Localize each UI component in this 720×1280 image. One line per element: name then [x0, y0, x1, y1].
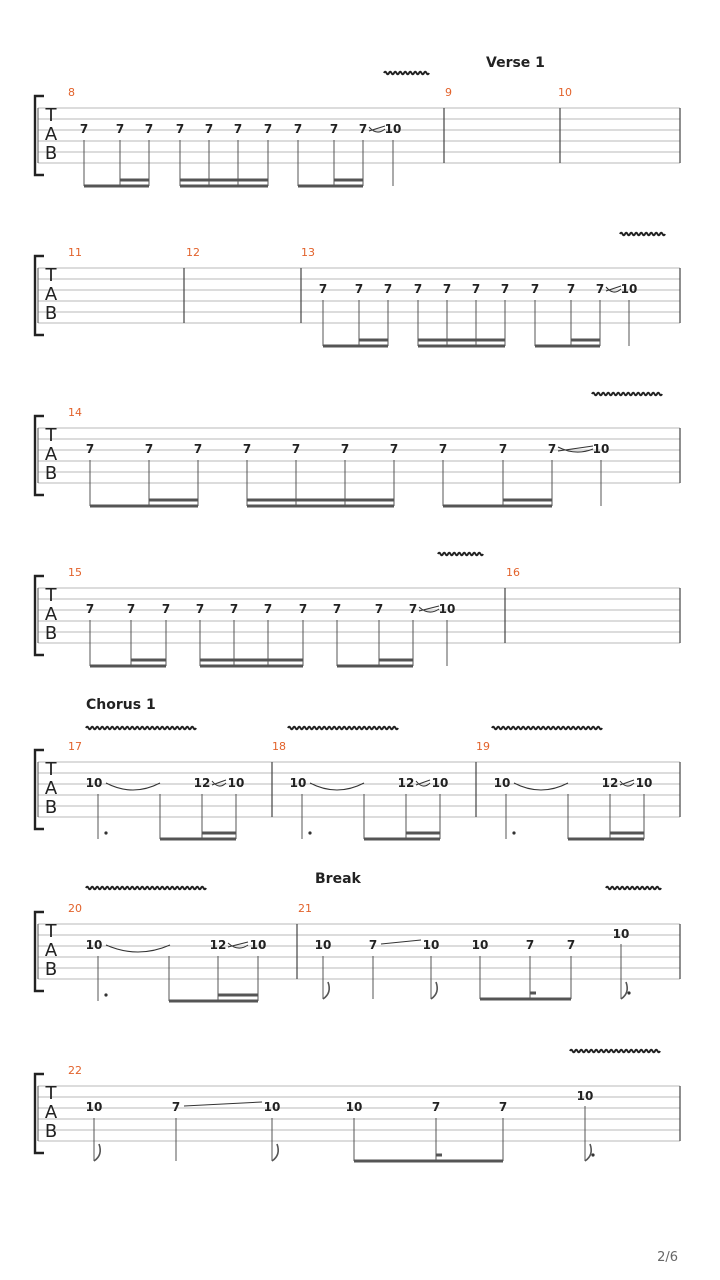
fret-number: 7 [525, 938, 535, 952]
fret-number: 7 [471, 282, 481, 296]
fret-number: 10 [576, 1089, 594, 1103]
tab-clef-letter: T [45, 425, 57, 446]
fret-number: 10 [227, 776, 245, 790]
fret-number: 7 [126, 602, 136, 616]
tab-clef-letter: A [44, 444, 58, 465]
tab-clef-letter: T [45, 585, 57, 606]
fret-number: 7 [298, 602, 308, 616]
vibrato-mark [592, 393, 662, 396]
tab-system [35, 740, 680, 829]
tab-clef-letter: B [44, 303, 58, 324]
fret-number: 7 [408, 602, 418, 616]
fret-number: 7 [85, 602, 95, 616]
vibrato-mark [492, 727, 602, 730]
fret-number: 7 [498, 1100, 508, 1114]
fret-number: 10 [384, 122, 402, 136]
fret-number: 7 [547, 442, 557, 456]
dot-mark [512, 831, 515, 834]
note-flag [272, 1144, 278, 1161]
fret-number: 7 [500, 282, 510, 296]
section-label: Verse 1 [486, 55, 545, 71]
fret-number: 10 [635, 776, 653, 790]
fret-number: 10 [314, 938, 332, 952]
section-label: Break [315, 871, 361, 887]
fret-number: 10 [85, 938, 103, 952]
bar-number: 11 [68, 246, 82, 259]
tab-system [35, 406, 680, 495]
bar-number: 10 [558, 86, 572, 99]
tab-clef-letter: A [44, 940, 58, 961]
fret-number: 7 [291, 442, 301, 456]
fret-number: 10 [263, 1100, 281, 1114]
tab-clef-letter: A [44, 778, 58, 799]
fret-number: 7 [329, 122, 339, 136]
fret-number: 7 [115, 122, 125, 136]
bar-number: 20 [68, 902, 82, 915]
bar-number: 18 [272, 740, 286, 753]
fret-number: 7 [85, 442, 95, 456]
fret-number: 10 [438, 602, 456, 616]
bar-number: 16 [506, 566, 520, 579]
fret-number: 7 [175, 122, 185, 136]
bar-number: 13 [301, 246, 315, 259]
tab-clef-letter: B [44, 1121, 58, 1142]
fret-number: 7 [358, 122, 368, 136]
note-flag [323, 982, 329, 999]
note-flag [431, 982, 437, 999]
fret-number: 7 [389, 442, 399, 456]
fret-number: 10 [345, 1100, 363, 1114]
fret-number: 12 [209, 938, 227, 952]
fret-number: 7 [566, 282, 576, 296]
fret-number: 7 [242, 442, 252, 456]
tab-clef-letter: T [45, 105, 57, 126]
tab-system [35, 86, 680, 175]
fret-number: 7 [354, 282, 364, 296]
fret-number: 10 [289, 776, 307, 790]
note-flag [94, 1144, 100, 1161]
tab-clef-letter: B [44, 797, 58, 818]
fret-number: 10 [249, 938, 267, 952]
tab-clef-letter: B [44, 143, 58, 164]
tab-clef-letter: B [44, 463, 58, 484]
fret-number: 7 [332, 602, 342, 616]
fret-number: 7 [263, 122, 273, 136]
fret-number: 10 [431, 776, 449, 790]
vibrato-mark [384, 72, 429, 75]
fret-number: 7 [161, 602, 171, 616]
vibrato-mark [288, 727, 398, 730]
fret-number: 7 [374, 602, 384, 616]
fret-number: 7 [193, 442, 203, 456]
bar-number: 22 [68, 1064, 82, 1077]
vibrato-mark [570, 1050, 660, 1053]
fret-number: 7 [498, 442, 508, 456]
fret-number: 7 [442, 282, 452, 296]
bar-number: 15 [68, 566, 82, 579]
vibrato-mark [438, 553, 483, 556]
fret-number: 7 [204, 122, 214, 136]
tab-clef-letter: A [44, 604, 58, 625]
fret-number: 7 [530, 282, 540, 296]
vibrato-mark [86, 727, 196, 730]
slide-mark [184, 1102, 262, 1106]
fret-number: 10 [620, 282, 638, 296]
vibrato-mark [86, 887, 206, 890]
fret-number: 7 [171, 1100, 181, 1114]
bar-number: 17 [68, 740, 82, 753]
fret-number: 10 [85, 1100, 103, 1114]
slide-mark [381, 940, 421, 944]
fret-number: 10 [493, 776, 511, 790]
fret-number: 10 [471, 938, 489, 952]
bar-number: 14 [68, 406, 82, 419]
vibrato-mark [620, 233, 665, 236]
note-flag [585, 1144, 591, 1161]
fret-number: 7 [195, 602, 205, 616]
fret-number: 7 [566, 938, 576, 952]
note-flag [621, 982, 627, 999]
tab-clef-letter: T [45, 265, 57, 286]
tab-clef-letter: T [45, 921, 57, 942]
section-label: Chorus 1 [86, 697, 156, 713]
fret-number: 7 [263, 602, 273, 616]
fret-number: 12 [193, 776, 211, 790]
fret-number: 7 [595, 282, 605, 296]
fret-number: 7 [438, 442, 448, 456]
dot-mark [104, 993, 107, 996]
fret-number: 7 [79, 122, 89, 136]
fret-number: 7 [318, 282, 328, 296]
bar-number: 21 [298, 902, 312, 915]
fret-number: 10 [422, 938, 440, 952]
bar-number: 19 [476, 740, 490, 753]
tab-clef-letter: T [45, 759, 57, 780]
tab-clef-letter: B [44, 623, 58, 644]
fret-number: 12 [397, 776, 415, 790]
fret-number: 7 [229, 602, 239, 616]
fret-number: 7 [144, 442, 154, 456]
tab-clef-letter: B [44, 959, 58, 980]
fret-number: 7 [233, 122, 243, 136]
dot-mark [627, 991, 630, 994]
page-number: 2/6 [657, 1250, 678, 1265]
fret-number: 10 [85, 776, 103, 790]
tab-clef-letter: A [44, 124, 58, 145]
bar-number: 12 [186, 246, 200, 259]
fret-number: 7 [144, 122, 154, 136]
fret-number: 7 [431, 1100, 441, 1114]
tab-system [35, 902, 680, 991]
bar-number: 9 [445, 86, 452, 99]
tab-clef-letter: A [44, 1102, 58, 1123]
tab-clef-letter: T [45, 1083, 57, 1104]
fret-number: 7 [293, 122, 303, 136]
fret-number: 7 [340, 442, 350, 456]
bar-number: 8 [68, 86, 75, 99]
dot-mark [591, 1153, 594, 1156]
fret-number: 10 [612, 927, 630, 941]
fret-number: 12 [601, 776, 619, 790]
fret-number: 10 [592, 442, 610, 456]
dot-mark [308, 831, 311, 834]
vibrato-mark [606, 887, 661, 890]
fret-number: 7 [368, 938, 378, 952]
fret-number: 7 [383, 282, 393, 296]
fret-number: 7 [413, 282, 423, 296]
tab-clef-letter: A [44, 284, 58, 305]
dot-mark [104, 831, 107, 834]
